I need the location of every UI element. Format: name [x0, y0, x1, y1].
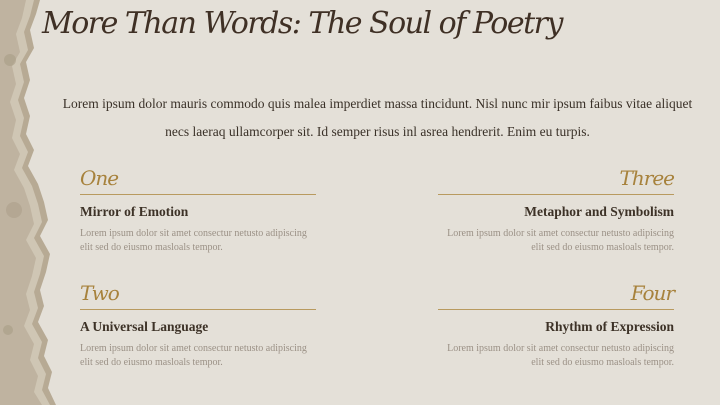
page-title: More Than Words: The Soul of Poetry: [42, 6, 562, 41]
item-heading: Rhythm of Expression: [545, 319, 674, 334]
divider: [438, 309, 674, 310]
divider: [80, 309, 316, 310]
item-description: Lorem ipsum dolor sit amet consectur netusto adipiscing elit sed do eiusmo masloals tempor.: [447, 228, 674, 253]
item-number: Four: [630, 281, 674, 305]
item-heading: Metaphor and Symbolism: [524, 204, 674, 219]
item-four: [438, 280, 674, 370]
item-heading: Mirror of Emotion: [80, 204, 189, 219]
item-number: Two: [80, 281, 119, 305]
item-description: Lorem ipsum dolor sit amet consectur netusto adipiscing elit sed do eiusmo masloals tempor.: [80, 228, 307, 253]
item-heading: A Universal Language: [80, 319, 209, 334]
torn-paper-edge: [0, 0, 70, 405]
divider: [438, 194, 674, 195]
divider: [80, 194, 316, 195]
item-three: [438, 165, 674, 255]
item-description: Lorem ipsum dolor sit amet consectur netusto adipiscing elit sed do eiusmo masloals tempor.: [447, 343, 674, 368]
item-description: Lorem ipsum dolor sit amet consectur netusto adipiscing elit sed do eiusmo masloals tempor.: [80, 343, 307, 368]
item-one: [80, 165, 316, 255]
item-number: Three: [619, 166, 674, 190]
item-two: [80, 280, 316, 370]
item-number: One: [80, 166, 119, 190]
intro-paragraph: Lorem ipsum dolor mauris commodo quis malea imperdiet massa tincidunt. Nisl nunc mir ipsum faibus vitae aliquet necs laeraq ullamcorper sit. Id semper risus inl asrea hendrerit. Enim eu turpis.: [62, 96, 693, 139]
